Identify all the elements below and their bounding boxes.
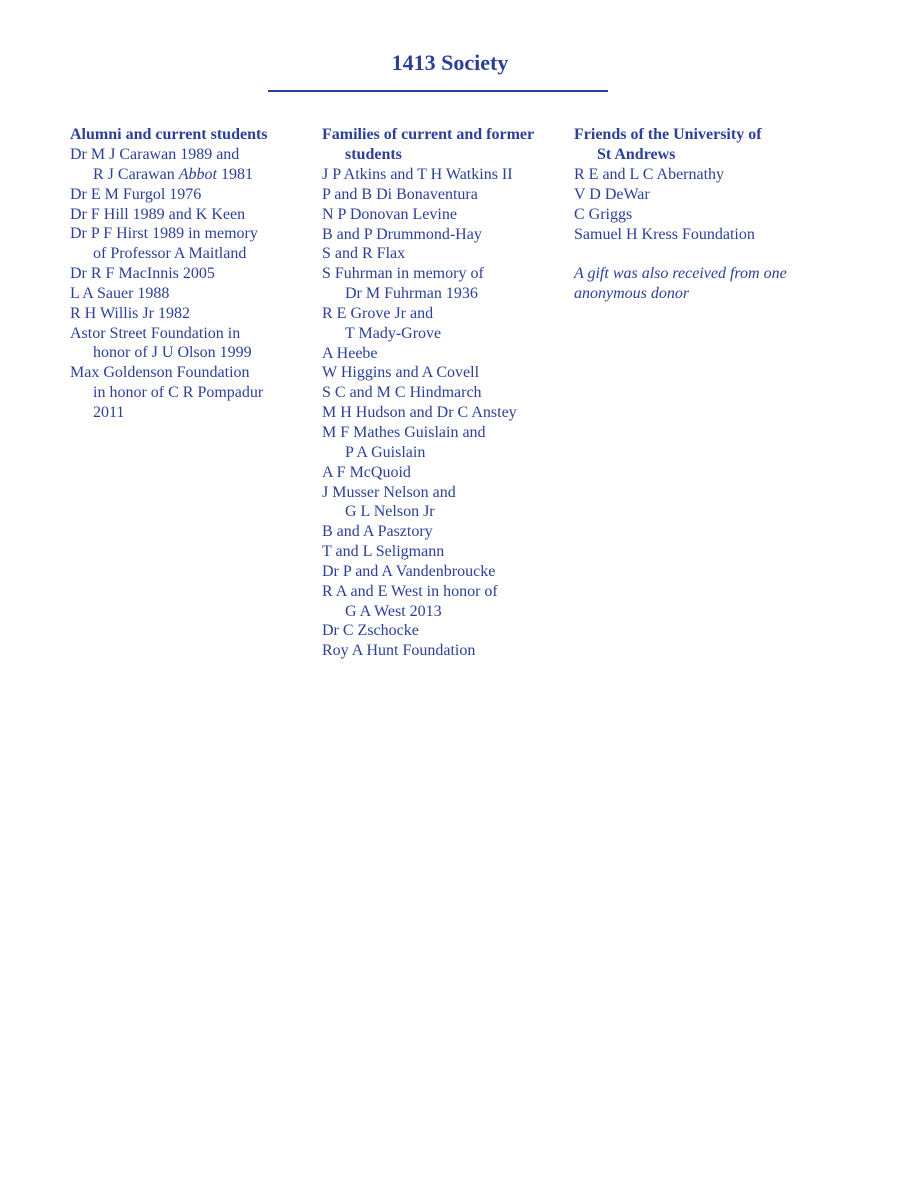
list-item bbox=[574, 205, 814, 225]
entry-line: P A Guislain bbox=[345, 443, 426, 461]
entry-line: of Professor A Maitland bbox=[93, 245, 247, 263]
entry-line: J P Atkins and T H Watkins II bbox=[322, 166, 513, 183]
heading-line: Friends of the University of bbox=[574, 126, 762, 143]
entry-line: G L Nelson Jr bbox=[345, 503, 435, 521]
friends-column bbox=[574, 125, 814, 304]
list-item bbox=[322, 522, 562, 542]
list-item bbox=[322, 562, 562, 582]
entry-line: C Griggs bbox=[574, 205, 633, 223]
list-item bbox=[322, 383, 562, 403]
entry-line: P and B Di Bonaventura bbox=[322, 185, 478, 203]
list-item bbox=[322, 244, 562, 264]
page-title: 1413 Society bbox=[391, 50, 509, 75]
entry-line: N P Donovan Levine bbox=[322, 205, 457, 223]
list-item bbox=[70, 324, 305, 364]
column-heading-families bbox=[322, 125, 562, 165]
entry-line: M F Mathes Guislain and bbox=[322, 423, 486, 441]
entry-line: J Musser Nelson and bbox=[322, 483, 456, 501]
list-item bbox=[322, 403, 562, 423]
entry-line: in honor of C R Pompadur bbox=[93, 384, 264, 402]
list-item bbox=[322, 185, 562, 205]
list-item bbox=[322, 641, 562, 661]
entry-line: B and P Drummond-Hay bbox=[322, 225, 482, 243]
list-item bbox=[70, 304, 305, 324]
list-item bbox=[322, 483, 562, 523]
list-item bbox=[322, 304, 562, 344]
entry-line: R E and L C Abernathy bbox=[574, 166, 725, 183]
entry-line: A F McQuoid bbox=[322, 463, 411, 481]
entry-line: Dr F Hill 1989 and K Keen bbox=[70, 205, 246, 223]
title-divider bbox=[268, 90, 608, 92]
list-item bbox=[322, 423, 562, 463]
list-item bbox=[70, 145, 305, 185]
list-item bbox=[322, 363, 562, 383]
entry-line: W Higgins and A Covell bbox=[322, 364, 480, 382]
entry-line bbox=[93, 165, 305, 185]
entry-line: R E Grove Jr and bbox=[322, 304, 434, 322]
entry-line: honor of J U Olson 1999 bbox=[93, 344, 252, 362]
entry-line: Dr M J Carawan 1989 and bbox=[70, 146, 240, 163]
list-item bbox=[574, 185, 814, 205]
anonymous-donor-note bbox=[574, 264, 814, 304]
list-item bbox=[70, 284, 305, 304]
heading-line: St Andrews bbox=[597, 146, 676, 163]
entry-line: Samuel H Kress Foundation bbox=[574, 225, 755, 243]
list-item bbox=[322, 264, 562, 304]
alumni-column bbox=[70, 125, 305, 423]
list-item bbox=[322, 582, 562, 622]
list-item bbox=[322, 542, 562, 562]
entry-line: 2011 bbox=[93, 403, 125, 421]
entry-line: Dr P and A Vandenbroucke bbox=[322, 562, 496, 580]
heading-line: Families of current and former bbox=[322, 126, 535, 143]
column-heading-friends bbox=[574, 125, 814, 165]
entry-line: Dr M Fuhrman 1936 bbox=[345, 285, 478, 303]
list-item bbox=[70, 205, 305, 225]
entry-line: S Fuhrman in memory of bbox=[322, 265, 484, 283]
entry-line: M H Hudson and Dr C Anstey bbox=[322, 404, 517, 422]
entry-line: S and R Flax bbox=[322, 245, 406, 263]
entry-line: T Mady-Grove bbox=[345, 324, 442, 342]
list-item bbox=[322, 205, 562, 225]
entry-line: V D DeWar bbox=[574, 185, 650, 203]
entry-line: Dr C Zschocke bbox=[322, 622, 419, 640]
list-item bbox=[322, 621, 562, 641]
entry-line: Roy A Hunt Foundation bbox=[322, 642, 476, 660]
entry-text: 1981 bbox=[216, 165, 253, 183]
entry-line: Dr R F MacInnis 2005 bbox=[70, 265, 215, 283]
list-item bbox=[70, 363, 305, 423]
entry-line: S C and M C Hindmarch bbox=[322, 384, 482, 402]
entry-line: T and L Seligmann bbox=[322, 543, 445, 561]
list-item bbox=[70, 224, 305, 264]
entry-line: L A Sauer 1988 bbox=[70, 284, 170, 302]
list-item bbox=[322, 344, 562, 364]
column-heading-alumni: Alumni and current students bbox=[70, 126, 268, 143]
entry-line: Max Goldenson Foundation bbox=[70, 364, 250, 382]
list-item bbox=[322, 165, 562, 185]
entry-line: Dr P F Hirst 1989 in memory bbox=[70, 225, 258, 243]
entry-line: G A West 2013 bbox=[345, 602, 442, 620]
entry-line: Astor Street Foundation in bbox=[70, 324, 241, 342]
list-item bbox=[574, 225, 814, 245]
entry-line: R H Willis Jr 1982 bbox=[70, 304, 190, 322]
list-item bbox=[322, 225, 562, 245]
entry-text: R J Carawan bbox=[93, 165, 179, 183]
entry-line: B and A Pasztory bbox=[322, 523, 433, 541]
note-line: A gift was also received from one bbox=[574, 265, 787, 283]
list-item bbox=[70, 185, 305, 205]
note-line: anonymous donor bbox=[574, 285, 690, 303]
entry-line: A Heebe bbox=[322, 344, 378, 362]
list-item bbox=[574, 165, 814, 185]
entry-line: Dr E M Furgol 1976 bbox=[70, 185, 202, 203]
entry-line: R A and E West in honor of bbox=[322, 582, 498, 600]
list-item bbox=[70, 264, 305, 284]
entry-italic-text: Abbot bbox=[178, 165, 217, 183]
list-item bbox=[322, 463, 562, 483]
heading-line: students bbox=[345, 146, 402, 163]
families-column bbox=[322, 125, 562, 661]
